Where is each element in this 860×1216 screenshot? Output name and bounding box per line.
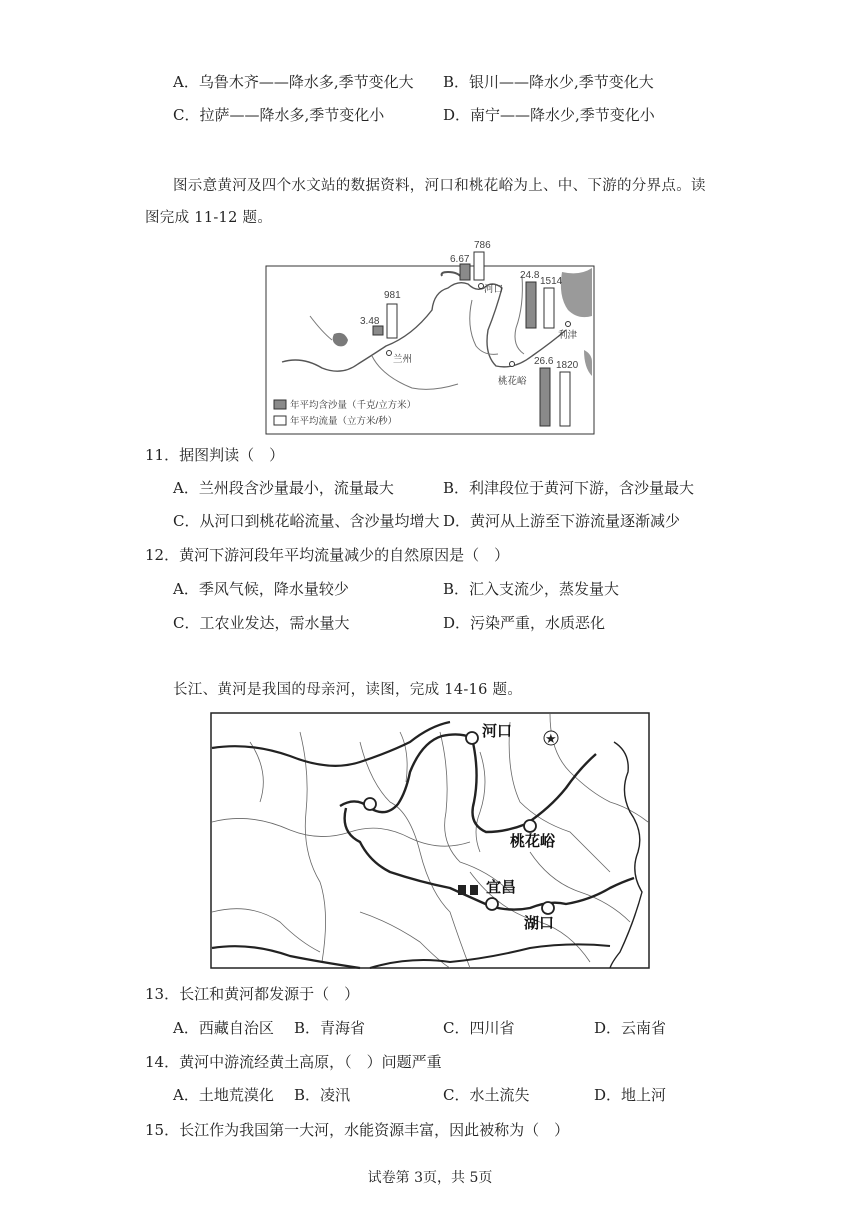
star-icon: ★ [545,732,557,747]
q13-stem: 13．长江和黄河都发源于（ ） [145,985,360,1003]
q13-option-c: C．四川省 [443,1019,515,1037]
page-footer: 试卷第 3页，共 5页 [367,1170,493,1186]
q11-option-a: A．兰州段含沙量最小，流量最大 [173,479,394,497]
bar-lijin-sediment [526,282,536,328]
q10-option-d: D．南宁——降水少,季节变化小 [443,106,655,124]
marker-source-area [364,798,376,810]
station-marker-taohuayu [510,362,515,367]
legend-label-sediment: 年平均含沙量（千克/立方米） [290,400,417,411]
dam-icon [470,885,478,895]
intro2-paragraph: 长江、黄河是我国的母亲河，读图，完成 14-16 题。 [173,682,523,698]
marker-yichang [486,898,498,910]
q15-stem: 15．长江作为我国第一大河，水能资源丰富，因此被称为（ ） [145,1121,570,1139]
lijin-flow-value: 1514 [540,276,563,287]
q11-option-d: D．黄河从上游至下游流量逐渐减少 [443,512,681,530]
q11-stem: 11．据图判读（ ） [145,446,285,464]
hekou-sediment-value: 6.67 [450,254,470,265]
lanzhou-flow-value: 981 [384,290,401,301]
hekou-flow-value: 786 [474,240,491,251]
q14-option-b: B．凌汛 [294,1086,351,1104]
q12-option-c: C．工农业发达，需水量大 [173,614,350,632]
q11-option-b: B．利津段位于黄河下游，含沙量最大 [443,479,695,497]
map-label-taohuayu: 桃花峪 [510,832,556,850]
dam-icon [458,885,466,895]
rivers-map-figure [210,712,650,970]
bar-hekou-sediment [460,264,470,280]
lijin-sediment-value: 24.8 [520,270,540,281]
q10-option-c: C．拉萨——降水多,季节变化小 [173,106,385,124]
legend-label-flow: 年平均流量（立方米/秒） [290,416,398,427]
q10-option-a: A．乌鲁木齐——降水多,季节变化大 [173,73,414,91]
q14-option-d: D．地上河 [594,1086,667,1104]
yellow-river-station-figure [262,236,598,436]
station-label-lijin: 利津 [558,330,578,341]
marker-taohuayu [524,820,536,832]
intro-paragraph-line1: 图示意黄河及四个水文站的数据资料，河口和桃花峪为上、中、下游的分界点。读 [173,178,706,194]
map-label-hekou: 河口 [482,722,513,740]
station-label-taohuayu: 桃花峪 [498,376,527,387]
station-marker-lijin [566,322,571,327]
bar-lijin-flow [544,288,554,328]
taohuayu-sediment-value: 26.6 [534,356,554,367]
station-marker-hekou [479,284,484,289]
bar-lanzhou-flow [387,304,397,338]
lanzhou-sediment-value: 3.48 [360,316,380,327]
bar-hekou-flow [474,252,484,280]
map-label-yichang: 宜昌 [486,878,517,896]
q13-option-b: B．青海省 [294,1019,366,1037]
station-label-hekou: 河口 [484,284,504,295]
q14-option-a: A．土地荒漠化 [173,1086,274,1104]
q12-stem: 12．黄河下游河段年平均流量减少的自然原因是（ ） [145,546,510,564]
legend-swatch-sediment [274,400,286,409]
taohuayu-flow-value: 1820 [556,360,579,371]
marker-hukou [542,902,554,914]
q13-option-d: D．云南省 [594,1019,667,1037]
q10-option-b: B．银川——降水少,季节变化大 [443,73,654,91]
marker-hekou [466,732,478,744]
legend-swatch-flow [274,416,286,425]
bar-lanzhou-sediment [373,326,383,335]
bar-taohuayu-flow [560,372,570,426]
q12-option-b: B．汇入支流少，蒸发量大 [443,580,620,598]
q12-option-d: D．污染严重，水质恶化 [443,614,606,632]
station-label-lanzhou: 兰州 [393,354,413,365]
bar-taohuayu-sediment [540,368,550,426]
q11-option-c: C．从河口到桃花峪流量、含沙量均增大 [173,512,440,530]
intro-paragraph-line2: 图完成 11-12 题。 [145,210,273,226]
map-label-hukou: 湖口 [524,914,555,932]
q14-option-c: C．水土流失 [443,1086,530,1104]
q13-option-a: A．西藏自治区 [173,1019,274,1037]
q14-stem: 14．黄河中游流经黄土高原，（ ）问题严重 [145,1053,442,1071]
q12-option-a: A．季风气候，降水量较少 [173,580,349,598]
station-marker-lanzhou [387,351,392,356]
